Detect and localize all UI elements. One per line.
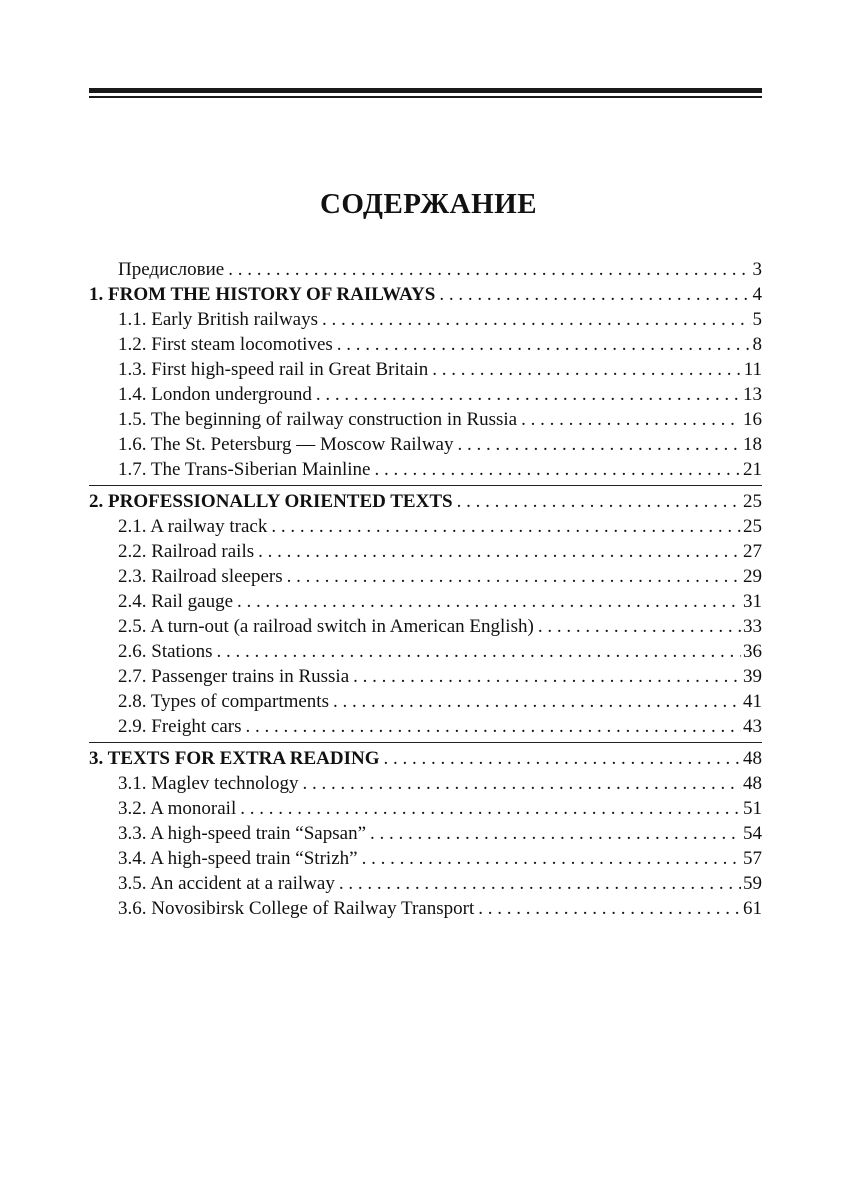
toc-entry[interactable] <box>89 514 762 539</box>
dot-leader <box>337 332 751 357</box>
toc-entry-title: 1.2. First steam locomotives <box>118 334 333 355</box>
dot-leader <box>370 821 741 846</box>
toc-entry-title: 2.2. Railroad rails <box>118 541 255 562</box>
toc-entry-title: 2.1. A railway track <box>118 516 268 537</box>
toc-entry-title: 1.3. First high-speed rail in Great Britain <box>118 359 429 380</box>
toc-entry-page: 29 <box>743 566 762 587</box>
toc-entry-title: 3.4. A high-speed train “Strizh” <box>118 848 358 869</box>
toc-entry-title: 2.9. Freight cars <box>118 716 242 737</box>
dot-leader <box>287 564 741 589</box>
toc-entry-title: 1.6. The St. Petersburg — Moscow Railway <box>118 434 454 455</box>
dot-leader <box>237 589 741 614</box>
toc-entry-title: 3.2. A monorail <box>118 798 237 819</box>
toc-section-page: 48 <box>743 748 762 769</box>
toc-entry-preface[interactable] <box>89 257 762 282</box>
toc-entry-title: 1.7. The Trans-Siberian Mainline <box>118 459 371 480</box>
toc-entry-title: 3.1. Maglev technology <box>118 773 299 794</box>
toc-entry-page: 36 <box>743 641 762 662</box>
toc-entry-title: 3.3. A high-speed train “Sapsan” <box>118 823 367 844</box>
toc-entry-title: 1.5. The beginning of railway construction in Russia <box>118 409 518 430</box>
toc-entry-page: 48 <box>743 773 762 794</box>
toc-entry[interactable] <box>89 382 762 407</box>
toc-section-title: 2. PROFESSIONALLY ORIENTED TEXTS <box>89 491 453 512</box>
toc-entry-page: 11 <box>743 359 762 380</box>
toc-section-title: 1. FROM THE HISTORY OF RAILWAYS <box>89 284 436 305</box>
toc-entry[interactable] <box>89 307 762 332</box>
toc-entry-title: 2.6. Stations <box>118 641 213 662</box>
toc-entry-page: 16 <box>743 409 762 430</box>
toc-entry[interactable] <box>89 714 762 739</box>
dot-leader <box>333 689 741 714</box>
toc-entry-page: 27 <box>743 541 762 562</box>
dot-leader <box>322 307 751 332</box>
dot-leader <box>384 746 741 771</box>
toc-entry-title: 1.1. Early British railways <box>118 309 318 330</box>
toc-entry[interactable] <box>89 871 762 896</box>
toc-entry-page: 31 <box>743 591 762 612</box>
toc-section-page: 25 <box>743 491 762 512</box>
dot-leader <box>457 489 741 514</box>
toc-entry-title: 3.5. An accident at a railway <box>118 873 335 894</box>
toc-section-2[interactable] <box>89 489 762 514</box>
dot-leader <box>432 357 741 382</box>
toc-entry[interactable] <box>89 357 762 382</box>
toc-entry-title: 3.6. Novosibirsk College of Railway Transport <box>118 898 475 919</box>
dot-leader <box>271 514 741 539</box>
toc-entry[interactable] <box>89 614 762 639</box>
table-of-contents <box>89 257 762 921</box>
toc-entry-title: 2.7. Passenger trains in Russia <box>118 666 350 687</box>
dot-leader <box>374 457 741 482</box>
toc-entry-page: 41 <box>743 691 762 712</box>
toc-entry[interactable] <box>89 846 762 871</box>
dot-leader <box>439 282 750 307</box>
dot-leader <box>478 896 741 921</box>
toc-entry-title: 2.4. Rail gauge <box>118 591 234 612</box>
dot-leader <box>228 257 750 282</box>
dot-leader <box>216 639 741 664</box>
dot-leader <box>538 614 741 639</box>
dot-leader <box>302 771 741 796</box>
toc-entry-page: 51 <box>743 798 762 819</box>
toc-entry-title: 2.5. A turn-out (a railroad switch in American English) <box>118 616 534 637</box>
toc-entry[interactable] <box>89 332 762 357</box>
toc-entry-page: 8 <box>752 334 762 355</box>
toc-entry-page: 21 <box>743 459 762 480</box>
toc-entry[interactable] <box>89 821 762 846</box>
toc-section-1[interactable] <box>89 282 762 307</box>
toc-entry[interactable] <box>89 432 762 457</box>
toc-entry-title: 1.4. London underground <box>118 384 312 405</box>
dot-leader <box>258 539 741 564</box>
toc-entry-page: 59 <box>743 873 762 894</box>
toc-entry-page: 18 <box>743 434 762 455</box>
dot-leader <box>362 846 741 871</box>
toc-entry[interactable] <box>89 639 762 664</box>
toc-entry[interactable] <box>89 796 762 821</box>
dot-leader <box>316 382 741 407</box>
toc-entry[interactable] <box>89 564 762 589</box>
toc-entry-page: 3 <box>752 259 762 280</box>
section-divider <box>89 485 762 486</box>
top-rule-thick <box>89 88 762 93</box>
toc-entry[interactable] <box>89 689 762 714</box>
dot-leader <box>245 714 741 739</box>
toc-entry-page: 39 <box>743 666 762 687</box>
toc-entry-page: 25 <box>743 516 762 537</box>
toc-entry-page: 54 <box>743 823 762 844</box>
toc-entry[interactable] <box>89 664 762 689</box>
toc-entry[interactable] <box>89 771 762 796</box>
dot-leader <box>353 664 741 689</box>
toc-entry[interactable] <box>89 896 762 921</box>
toc-entry[interactable] <box>89 589 762 614</box>
top-rule-thin <box>89 96 762 98</box>
toc-entry[interactable] <box>89 539 762 564</box>
toc-entry-page: 61 <box>743 898 762 919</box>
page-title: СОДЕРЖАНИЕ <box>319 188 538 220</box>
toc-entry-title: 2.8. Types of compartments <box>118 691 329 712</box>
toc-section-3[interactable] <box>89 746 762 771</box>
toc-entry[interactable] <box>89 407 762 432</box>
toc-entry[interactable] <box>89 457 762 482</box>
section-divider <box>89 742 762 743</box>
toc-section-page: 4 <box>752 284 762 305</box>
toc-entry-page: 5 <box>752 309 762 330</box>
toc-entry-page: 13 <box>743 384 762 405</box>
toc-entry-title: Предисловие <box>118 259 225 280</box>
toc-section-title: 3. TEXTS FOR EXTRA READING <box>89 748 380 769</box>
toc-entry-title: 2.3. Railroad sleepers <box>118 566 283 587</box>
dot-leader <box>240 796 741 821</box>
toc-entry-page: 43 <box>743 716 762 737</box>
toc-entry-page: 33 <box>743 616 762 637</box>
dot-leader <box>521 407 741 432</box>
dot-leader <box>457 432 741 457</box>
dot-leader <box>339 871 741 896</box>
toc-entry-page: 57 <box>743 848 762 869</box>
